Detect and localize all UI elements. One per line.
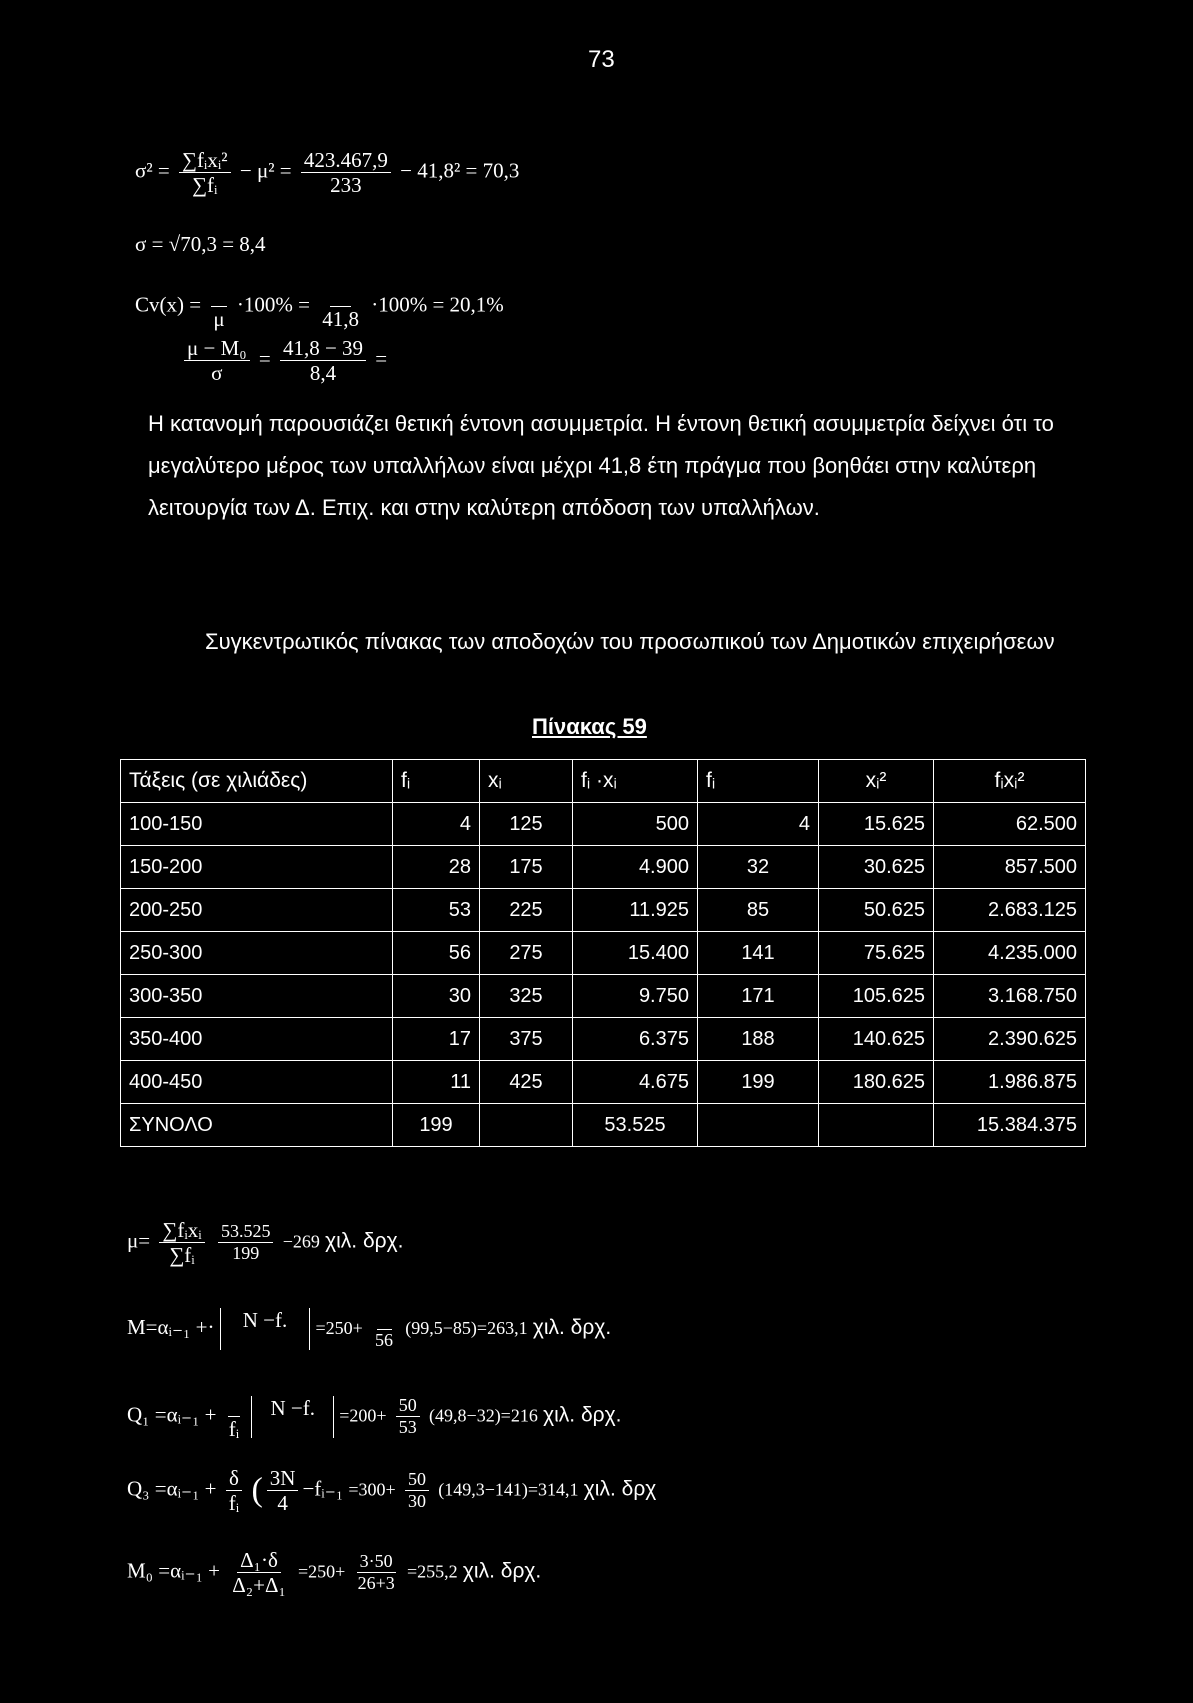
cell-fixi2: 2.683.125 bbox=[934, 889, 1086, 932]
variance-mid: − μ² = bbox=[239, 158, 292, 183]
mean-unit: χιλ. δρχ. bbox=[325, 1229, 404, 1253]
cell-fixi2: 62.500 bbox=[934, 803, 1086, 846]
mode-mid: =250+ bbox=[298, 1561, 346, 1582]
cell-xi2: 30.625 bbox=[819, 846, 934, 889]
skew-denominator-2: 8,4 bbox=[309, 361, 337, 386]
mean-denominator-2: 199 bbox=[232, 1243, 260, 1264]
cell-class: 150-200 bbox=[121, 846, 393, 889]
q1-formula bbox=[127, 1392, 621, 1441]
cv-den-1: μ bbox=[213, 307, 225, 332]
q3-denominator-2: 30 bbox=[407, 1491, 426, 1512]
mean-numerator-2: 53.525 bbox=[218, 1221, 274, 1243]
cell-class: 200-250 bbox=[121, 889, 393, 932]
q3-numerator: δ bbox=[226, 1466, 242, 1491]
q3-inner-rhs: −fᵢ₋₁ bbox=[302, 1476, 344, 1501]
cell-fixi2: 4.235.000 bbox=[934, 932, 1086, 975]
cell-xi2: 50.625 bbox=[819, 889, 934, 932]
cell-cum-fi: 171 bbox=[698, 975, 819, 1018]
cell-xi: 375 bbox=[480, 1018, 573, 1061]
cell-fi: 53 bbox=[393, 889, 480, 932]
table-row bbox=[121, 975, 1086, 1018]
cell-fi: 4 bbox=[393, 803, 480, 846]
cell-cum-fi: 4 bbox=[698, 803, 819, 846]
cell-fixi: 4.675 bbox=[573, 1061, 698, 1104]
sigma-formula: σ = √70,3 = 8,4 bbox=[135, 232, 266, 256]
cell-total-xi2 bbox=[819, 1104, 934, 1147]
table-row bbox=[121, 803, 1086, 846]
q3-lhs: Q₃ =αᵢ₋₁ + bbox=[127, 1476, 217, 1501]
q1-inner: N −f. bbox=[270, 1395, 315, 1420]
cell-cum-fi: 199 bbox=[698, 1061, 819, 1104]
cv-rhs: ·100% = 20,1% bbox=[371, 292, 504, 317]
table-caption: Συγκεντρωτικός πίνακας των αποδοχών του προσωπικού των Δημοτικών επιχειρήσεων bbox=[205, 629, 1055, 654]
q3-formula: Q₃ =αᵢ₋₁ + $\frac{\delta}{\text{fᵢ}}$ ( $\frac{3N}{4}$ −fᵢ₋₁ =300+ $\frac{50}{30}$ (149,3−141)=314,1 χιλ. δρχ bbox=[127, 1466, 657, 1516]
variance-numerator: ∑fᵢxᵢ² bbox=[179, 148, 231, 173]
mode-numerator-2: 3·50 bbox=[357, 1551, 396, 1573]
cell-fi: 11 bbox=[393, 1061, 480, 1104]
q3-numerator-2: 50 bbox=[405, 1469, 429, 1491]
cell-fixi: 500 bbox=[573, 803, 698, 846]
table-total-row bbox=[121, 1104, 1086, 1147]
q3-rhs-2: (149,3−141)=314,1 bbox=[438, 1479, 579, 1500]
q3-denominator: fᵢ bbox=[228, 1491, 240, 1516]
mode-numerator: Δ₁·δ bbox=[237, 1548, 281, 1573]
cell-total-cum bbox=[698, 1104, 819, 1147]
header-fixi2: fᵢxᵢ² bbox=[934, 760, 1086, 803]
cell-xi: 275 bbox=[480, 932, 573, 975]
cell-fixi: 11.925 bbox=[573, 889, 698, 932]
q3-rhs-1: =300+ bbox=[348, 1479, 396, 1500]
table-title: Πίνακας 59 bbox=[532, 714, 647, 739]
skew-numerator-2: 41,8 − 39 bbox=[280, 336, 366, 361]
interpretation-paragraph: Η κατανομή παρουσιάζει θετική έντονη ασυμμετρία. Η έντονη θετική ασυμμετρία δείχνει ότι το μεγαλύτερο μέρος των υπαλλήλων είναι μέχρι 41,8 έτη πράγμα που βοηθάει στην καλύτερη λειτουργία των Δ. Επιχ. και στην καλύτερη απόδοση των υπαλλήλων. bbox=[148, 411, 1054, 520]
cell-class: 100-150 bbox=[121, 803, 393, 846]
skew-numerator: μ − M₀ bbox=[184, 336, 250, 361]
median-bracket bbox=[220, 1308, 311, 1350]
q1-denominator-2: 53 bbox=[398, 1417, 417, 1438]
cell-class: 400-450 bbox=[121, 1061, 393, 1104]
cv-lhs: Cv(x) = bbox=[135, 292, 202, 317]
header-cum-fi: fᵢ bbox=[698, 760, 819, 803]
cell-class: 250-300 bbox=[121, 932, 393, 975]
cell-cum-fi: 32 bbox=[698, 846, 819, 889]
mean-rhs: −269 bbox=[282, 1231, 320, 1252]
cell-fixi: 4.900 bbox=[573, 846, 698, 889]
median-unit: χιλ. δρχ. bbox=[532, 1316, 612, 1339]
cell-xi: 325 bbox=[480, 975, 573, 1018]
mode-lhs: M₀ =αᵢ₋₁ + bbox=[127, 1558, 221, 1583]
header-classes: Τάξεις (σε χιλιάδες) bbox=[121, 760, 393, 803]
variance-denominator-2: 233 bbox=[330, 173, 362, 198]
cell-fixi: 6.375 bbox=[573, 1018, 698, 1061]
skew-denominator: σ bbox=[211, 361, 223, 386]
cell-xi: 425 bbox=[480, 1061, 573, 1104]
table-row bbox=[121, 932, 1086, 975]
median-lhs: M=αᵢ₋₁ +· bbox=[127, 1315, 215, 1339]
q3-unit: χιλ. δρχ bbox=[583, 1477, 657, 1501]
median-inner: N −f. bbox=[242, 1308, 288, 1333]
cell-fixi: 9.750 bbox=[573, 975, 698, 1018]
q1-rhs-1: =200+ bbox=[339, 1405, 387, 1426]
mode-formula bbox=[127, 1548, 541, 1597]
cell-fi: 30 bbox=[393, 975, 480, 1018]
cv-den-2: 41,8 bbox=[322, 307, 359, 332]
cell-xi: 175 bbox=[480, 846, 573, 889]
cell-fi: 56 bbox=[393, 932, 480, 975]
cell-total-fixi: 53.525 bbox=[573, 1104, 698, 1147]
table-row bbox=[121, 1018, 1086, 1061]
header-fi: fᵢ bbox=[393, 760, 480, 803]
table-row bbox=[121, 846, 1086, 889]
skew-rhs: = bbox=[375, 346, 388, 371]
mean-numerator: ∑fᵢxᵢ bbox=[159, 1218, 204, 1243]
median-formula bbox=[127, 1308, 611, 1350]
skew-eq: = bbox=[258, 346, 271, 371]
q3-inner-numerator: 3N bbox=[267, 1466, 299, 1491]
cell-total-label: ΣΥΝΟΛΟ bbox=[121, 1104, 393, 1147]
variance-denominator: ∑fᵢ bbox=[192, 173, 218, 198]
cell-xi2: 15.625 bbox=[819, 803, 934, 846]
cell-fixi2: 3.168.750 bbox=[934, 975, 1086, 1018]
q1-bracket bbox=[251, 1396, 334, 1438]
q1-rhs-2: (49,8−32)=216 bbox=[429, 1405, 538, 1426]
variance-formula bbox=[135, 148, 519, 197]
variance-rhs: − 41,8² = 70,3 bbox=[400, 158, 520, 183]
cell-fi: 28 bbox=[393, 846, 480, 889]
cell-xi2: 105.625 bbox=[819, 975, 934, 1018]
mode-rhs: =255,2 bbox=[407, 1561, 458, 1582]
q1-unit: χιλ. δρχ. bbox=[543, 1403, 622, 1427]
mode-denominator: Δ₂+Δ₁ bbox=[232, 1573, 286, 1598]
mode-unit: χιλ. δρχ. bbox=[462, 1559, 542, 1583]
median-rhs-2: (99,5−85)=263,1 bbox=[405, 1318, 528, 1338]
table-header-row bbox=[121, 760, 1086, 803]
cell-xi: 225 bbox=[480, 889, 573, 932]
mean-denominator: ∑fᵢ bbox=[169, 1243, 195, 1268]
cell-fixi: 15.400 bbox=[573, 932, 698, 975]
cell-xi2: 75.625 bbox=[819, 932, 934, 975]
header-xi2: xᵢ² bbox=[819, 760, 934, 803]
median-denominator: 56 bbox=[375, 1329, 394, 1350]
cell-fixi2: 857.500 bbox=[934, 846, 1086, 889]
mean-formula bbox=[127, 1218, 403, 1267]
cell-xi: 125 bbox=[480, 803, 573, 846]
variance-lhs: σ² = bbox=[135, 158, 170, 183]
cell-cum-fi: 141 bbox=[698, 932, 819, 975]
q1-lhs: Q₁ =αᵢ₋₁ + bbox=[127, 1402, 217, 1427]
skewness-formula bbox=[180, 336, 387, 385]
cell-class: 350-400 bbox=[121, 1018, 393, 1061]
cell-total-fi: 199 bbox=[393, 1104, 480, 1147]
variance-numerator-2: 423.467,9 bbox=[301, 148, 391, 173]
cell-fixi2: 1.986.875 bbox=[934, 1061, 1086, 1104]
header-xi: xᵢ bbox=[480, 760, 573, 803]
cell-xi2: 180.625 bbox=[819, 1061, 934, 1104]
mean-lhs: μ= bbox=[127, 1228, 151, 1253]
cell-fi: 17 bbox=[393, 1018, 480, 1061]
median-rhs-1: =250+ bbox=[315, 1318, 363, 1338]
table-row bbox=[121, 1061, 1086, 1104]
cell-total-fixi2: 15.384.375 bbox=[934, 1104, 1086, 1147]
q1-denominator: fᵢ bbox=[228, 1417, 240, 1442]
salary-table bbox=[120, 759, 1086, 1147]
page-number: 73 bbox=[588, 46, 615, 73]
cell-total-xi bbox=[480, 1104, 573, 1147]
q3-inner-denominator: 4 bbox=[277, 1491, 288, 1516]
cell-cum-fi: 85 bbox=[698, 889, 819, 932]
cv-formula bbox=[135, 282, 504, 331]
cell-xi2: 140.625 bbox=[819, 1018, 934, 1061]
q1-numerator: 50 bbox=[396, 1395, 420, 1417]
cv-mid: ·100% = bbox=[236, 292, 310, 317]
header-fixi: fᵢ ·xᵢ bbox=[573, 760, 698, 803]
cell-fixi2: 2.390.625 bbox=[934, 1018, 1086, 1061]
cell-cum-fi: 188 bbox=[698, 1018, 819, 1061]
cell-class: 300-350 bbox=[121, 975, 393, 1018]
mode-denominator-2: 26+3 bbox=[357, 1573, 395, 1594]
table-row bbox=[121, 889, 1086, 932]
